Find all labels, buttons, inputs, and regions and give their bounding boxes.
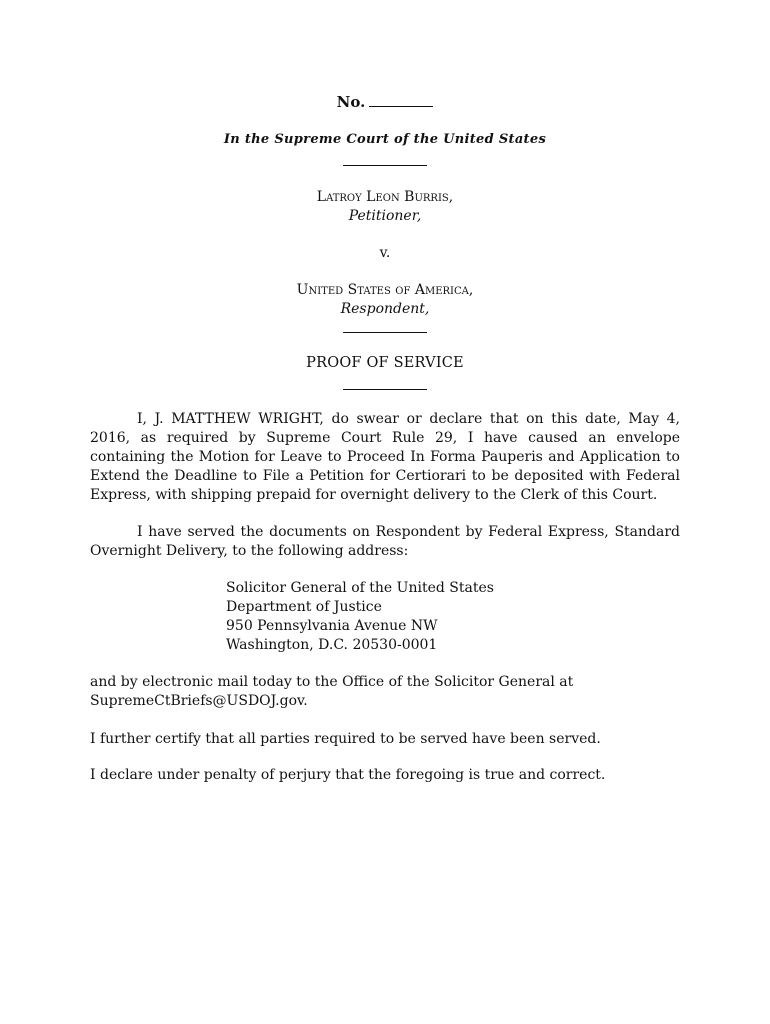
email-service-text (90, 673, 690, 711)
recipient-address (226, 579, 626, 655)
email-address: SupremeCtBriefs@USDOJ.gov. (90, 693, 308, 709)
respondent-name: United States of America, (296, 282, 474, 298)
separator-rule (343, 389, 427, 390)
address-line: Department of Justice (226, 599, 382, 615)
docket-number-blank (369, 105, 433, 107)
petitioner-name: Latroy Leon Burris, (316, 189, 454, 205)
served-paragraph: I have served the documents on Respondent by Federal Express, Standard Overnight Delivery, to the following address: (90, 524, 680, 559)
separator-rule (343, 332, 427, 333)
docket-number-line (0, 93, 770, 111)
respondent-role: Respondent, (340, 301, 430, 317)
docket-number-label: No. (336, 93, 366, 111)
address-line: Solicitor General of the United States (226, 580, 494, 596)
perjury-declaration: I declare under penalty of perjury that the foregoing is true and correct. (90, 767, 606, 783)
address-line: Washington, D.C. 20530-0001 (226, 637, 438, 653)
address-line: 950 Pennsylvania Avenue NW (226, 618, 438, 634)
document-title: PROOF OF SERVICE (306, 355, 464, 371)
email-service-line: and by electronic mail today to the Office of the Solicitor General at (90, 674, 574, 690)
petitioner-role: Petitioner, (348, 208, 422, 224)
certification-statement: I further certify that all parties required to be served have been served. (90, 731, 601, 747)
versus: v. (379, 245, 391, 261)
separator-rule (343, 165, 427, 166)
court-title: In the Supreme Court of the United States (223, 132, 547, 147)
service-paragraph: I, J. MATTHEW WRIGHT, do swear or declare that on this date, May 4, 2016, as required by Supreme Court Rule 29, I have caused an envelope containing the Motion for Leave to Proceed In Forma Pauperis and Application to Extend the Deadline to File a Petition for Certiorari to be deposited with Federal Express, with shipping prepaid for overnight delivery to the Clerk of this Court. (90, 411, 680, 503)
